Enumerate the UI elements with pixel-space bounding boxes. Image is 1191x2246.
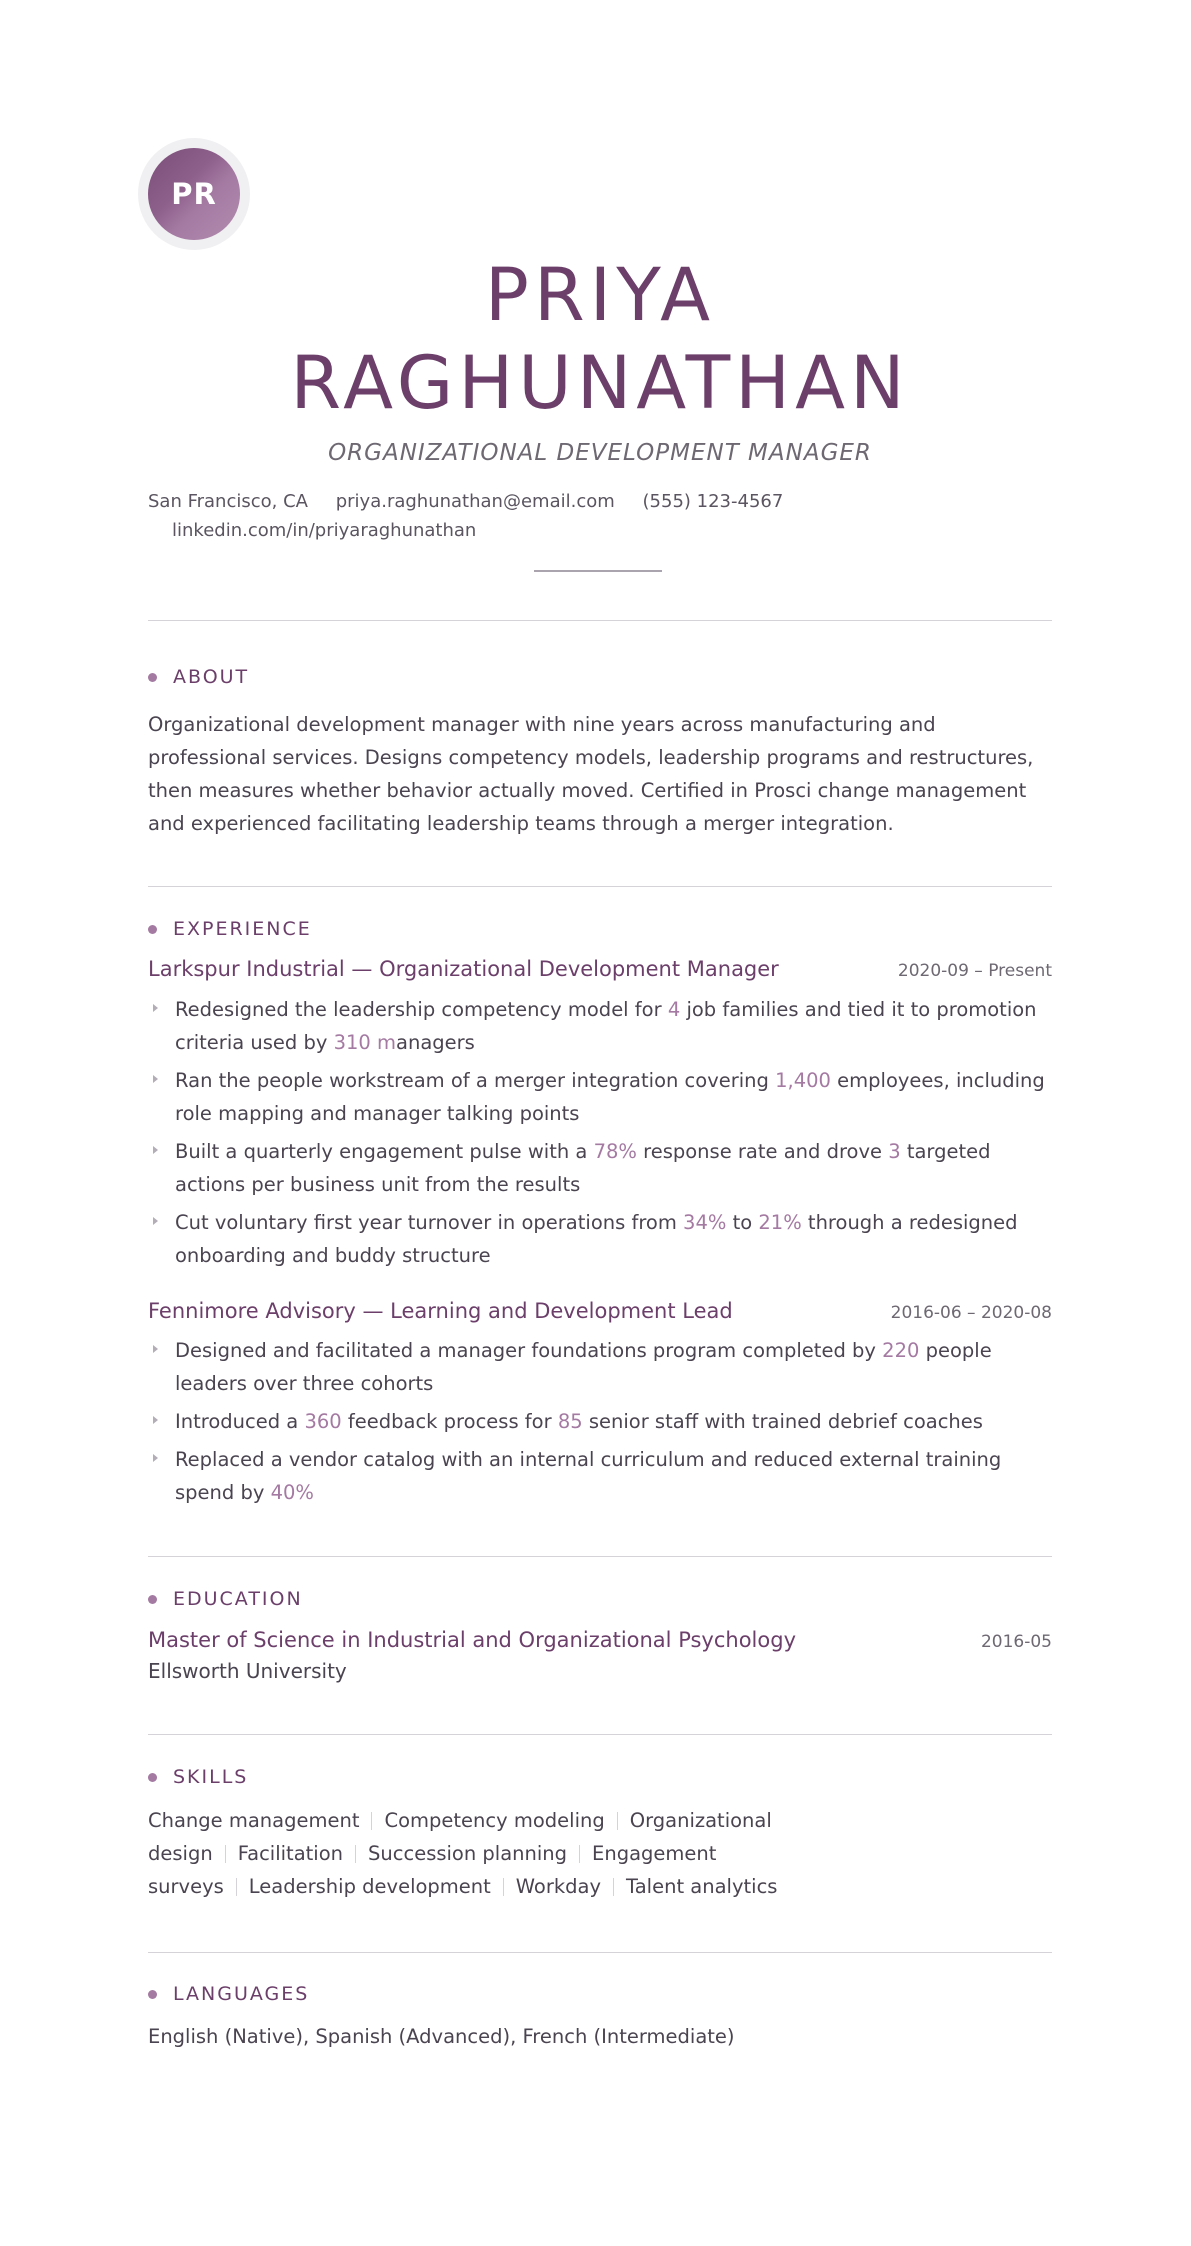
skills-heading [148,1766,248,1788]
avatar [148,148,240,240]
bullet-text: Redesigned the leadership competency model for [175,998,668,1021]
caret-right-icon [153,1146,158,1154]
skills-heading-label: SKILLS [173,1766,249,1788]
bullet-text: job families and tied it to promotion criteria used by [175,998,1037,1054]
bullet-dot-icon [148,1773,157,1782]
languages-heading-label: LANGUAGES [173,1983,310,2005]
skill-item: Leadership development [248,1875,491,1898]
contact-info [148,491,805,512]
job-title: Larkspur Industrial — Organizational Development Manager [148,957,779,981]
separator [503,1878,504,1896]
education-heading-label: EDUCATION [173,1588,303,1610]
skill-item: Engagement surveys [148,1842,717,1898]
metric-value: 85 [557,1410,583,1433]
separator [225,1845,226,1863]
separator [371,1812,372,1830]
bullet-dot-icon [148,1990,157,1999]
list-item [148,1064,1052,1130]
bullet-text: people leaders over three cohorts [175,1339,992,1395]
bullet-text: employees, including role mapping and manager talking points [175,1069,1045,1125]
bullet-text: Designed and facilitated a manager foundations program completed by [175,1339,883,1362]
separator [236,1878,237,1896]
about-heading [148,666,249,688]
metric-value: 21% [758,1211,802,1234]
bullet-text: through a redesigned onboarding and buddy structure [175,1211,1018,1267]
job-bullets [148,993,1052,1277]
education-header [148,1628,1052,1652]
separator [617,1812,618,1830]
bullet-text: Replaced a vendor catalog with an internal curriculum and reduced external training spend by [175,1448,1002,1504]
education-heading [148,1588,303,1610]
list-item [148,1405,1052,1438]
job-title: Fennimore Advisory — Learning and Development Lead [148,1299,733,1323]
job-header [148,1299,1052,1323]
section-divider [148,886,1052,887]
list-item [148,1334,1052,1400]
bullet-dot-icon [148,1595,157,1604]
list-item [148,1206,1052,1272]
caret-right-icon [153,1075,158,1083]
metric-value: 3 [888,1140,901,1163]
metric-value: 310 m [333,1031,397,1054]
list-item [148,993,1052,1059]
bullet-text: targeted actions per business unit from the results [175,1140,991,1196]
skills-list [148,1804,788,1903]
section-divider [148,1556,1052,1557]
degree-title: Master of Science in Industrial and Organizational Psychology [148,1628,796,1652]
list-item [148,1443,1052,1509]
skill-item: Organizational design [148,1809,772,1865]
caret-right-icon [153,1004,158,1012]
bullet-dot-icon [148,673,157,682]
job-dates: 2016-06 – 2020-08 [890,1303,1052,1323]
degree-date: 2016-05 [980,1632,1052,1652]
section-divider [148,1734,1052,1735]
job-header [148,957,1052,981]
caret-right-icon [153,1454,158,1462]
bullet-text: Introduced a [175,1410,305,1433]
candidate-name [148,252,1052,428]
bullet-text: Ran the people workstream of a merger integration covering [175,1069,776,1092]
bullet-text: to [726,1211,759,1234]
skill-item: Competency modeling [384,1809,605,1832]
separator [613,1878,614,1896]
caret-right-icon [153,1217,158,1225]
job-bullets [148,1334,1052,1514]
bullet-text: Cut voluntary first year turnover in operations from [175,1211,684,1234]
caret-right-icon [153,1416,158,1424]
skill-item: Change management [148,1809,360,1832]
section-divider [148,620,1052,621]
bullet-text: Built a quarterly engagement pulse with a [175,1140,594,1163]
metric-value: 360 [304,1410,342,1433]
location-text: San Francisco, CA [148,491,308,512]
languages-text: English (Native), Spanish (Advanced), French (Intermediate) [148,2025,735,2048]
section-divider [148,1952,1052,1953]
metric-value: 40% [270,1481,314,1504]
metric-value: 78% [593,1140,637,1163]
bullet-text: feedback process for [341,1410,558,1433]
caret-right-icon [153,1345,158,1353]
linkedin-link[interactable]: linkedin.com/in/priyaraghunathan [172,520,477,541]
job-dates: 2020-09 – Present [897,961,1052,981]
bullet-text: anagers [396,1031,475,1054]
bullet-dot-icon [148,925,157,934]
header-accent-rule [534,570,662,572]
about-heading-label: ABOUT [173,666,250,688]
skill-item: Facilitation [237,1842,344,1865]
experience-heading-label: EXPERIENCE [173,918,312,940]
experience-heading [148,918,312,940]
bullet-text: senior staff with trained debrief coaches [582,1410,983,1433]
about-text: Organizational development manager with nine years across manufacturing and professional services. Designs competency models, leadership programs and restructures, then measures whether behavior actually moved. Certified in Prosci change management and experienced facilitating leadership teams through a merger integration. [148,713,1034,835]
metric-value: 4 [667,998,681,1021]
avatar-initials: PR [171,177,217,211]
bullet-text: response rate and drove [636,1140,889,1163]
list-item [148,1135,1052,1201]
skill-item: Workday [515,1875,602,1898]
skill-item: Talent analytics [626,1875,778,1898]
languages-heading [148,1983,309,2005]
school-name: Ellsworth University [148,1659,347,1683]
name-first: PRIYA [484,253,716,338]
metric-value: 34% [683,1211,727,1234]
phone-text: (555) 123-4567 [642,491,784,512]
metric-value: 220 [882,1339,920,1362]
separator [355,1845,356,1863]
metric-value: 1,400 [775,1069,831,1092]
skill-item: Succession planning [368,1842,568,1865]
separator [579,1845,580,1863]
name-last: RAGHUNATHAN [290,341,910,426]
email-link[interactable]: priya.raghunathan@email.com [335,491,615,512]
job-headline: ORGANIZATIONAL DEVELOPMENT MANAGER [328,440,872,466]
